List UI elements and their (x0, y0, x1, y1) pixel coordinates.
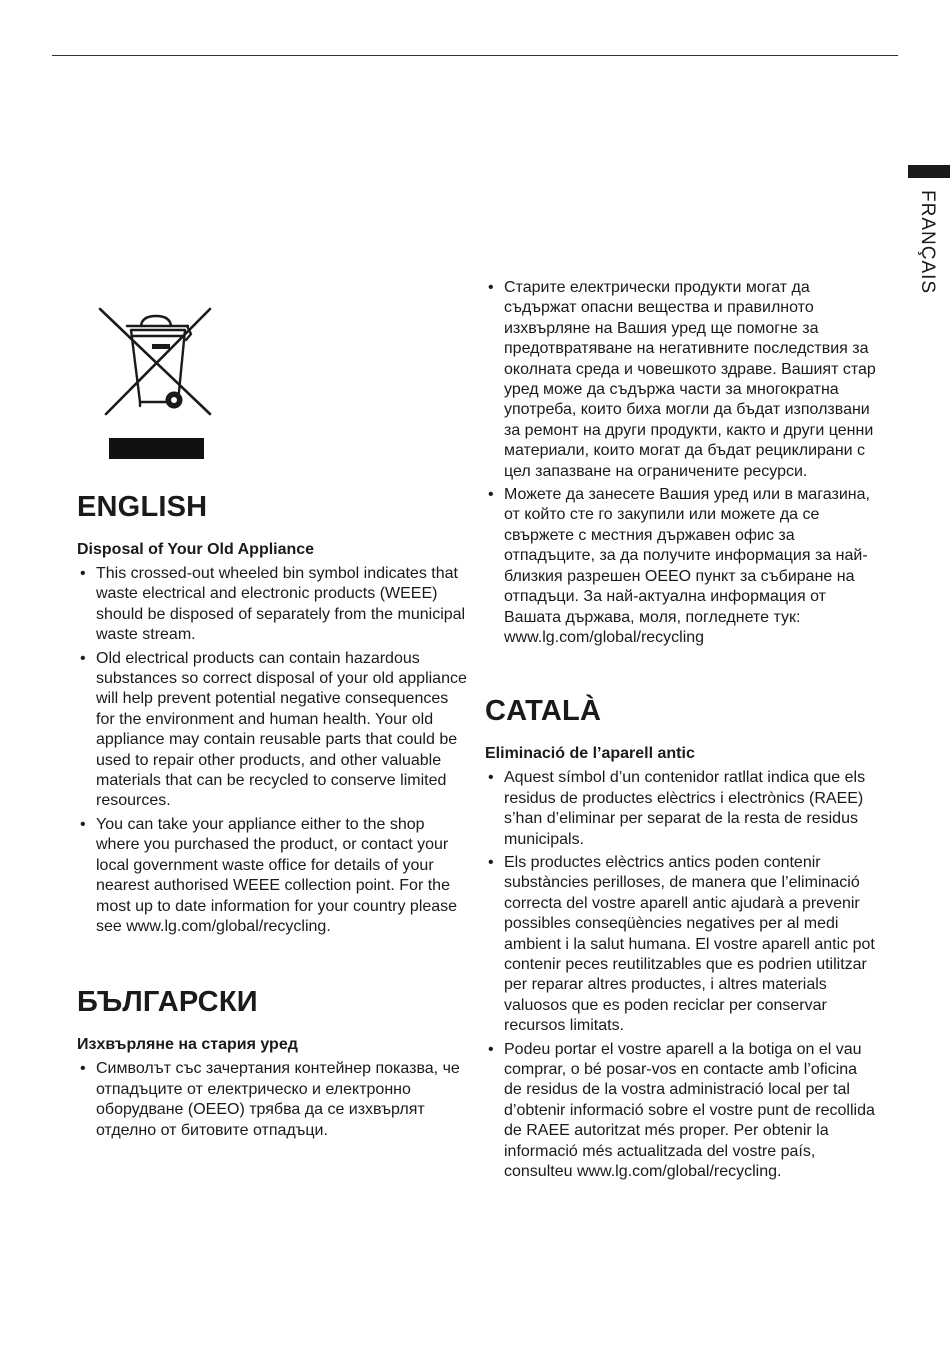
section-english (77, 490, 477, 937)
language-tab-marker (908, 165, 950, 178)
list-item: • Символът със зачертания контейнер показва, че отпадъците от електрическо и електронно оборудване (ОЕЕО) трябва да се изхвърлят отделно от битовите отпадъци. (77, 1059, 468, 1141)
english-title: ENGLISH (77, 491, 208, 523)
catalan-title: CATALÀ (485, 695, 602, 728)
list-item: • Els productes elèctrics antics poden contenir substàncies perilloses, de manera que l’eliminació correcta del vostre aparell antic ajudarà a prevenir possibles conseqüències negatives per al medi ambient i la salut humana. El vostre aparell antic pot contenir peces reutilitzables que es podrien utilitzar per reparar altres productes, i altres materials valuosos que es poden reciclar per conservar recursos limitats. (485, 853, 876, 1037)
weee-black-bar (109, 438, 204, 459)
catalan-subtitle: Eliminació de l’aparell antic (485, 745, 695, 763)
bulgarian-subtitle: Изхвърляне на стария уред (77, 1036, 298, 1054)
list-item: • This crossed-out wheeled bin symbol indicates that waste electrical and electronic products (WEEE) should be disposed of separately from the municipal waste stream. (77, 564, 468, 646)
bulgarian-title: БЪЛГАРСКИ (77, 986, 258, 1019)
list-item: • Старите електрически продукти могат да съдържат опасни вещества и правилното изхвърляне на Вашия уред ще помогне за предотвратяване на негативните последствия за околната среда и човешкото здраве. Вашият стар уред може да съдържа части за многократна употреба, които биха могли да бъдат използвани за ремонт на други продукти, както и други ценни материали, които могат да бъдат рециклирани с цел запазване на ограничените ресурси. (485, 278, 876, 482)
left-column (77, 490, 477, 1144)
list-item: • Aquest símbol d’un contenidor ratllat indica que els residus de productes elèctrics i electrònics (RAEE) s’han d’eliminar per separat de la resta de residus municipals. (485, 768, 876, 850)
english-bullets (77, 564, 477, 937)
top-rule (52, 55, 898, 56)
list-item: • Old electrical products can contain hazardous substances so correct disposal of your old appliance will help prevent potential negative consequences for the environment and human health. Your old appliance may contain reusable parts that could be used to repair other products, and other valuable materials that can be recycled to conserve limited resources. (77, 649, 468, 812)
list-item: • You can take your appliance either to the shop where you purchased the product, or contact your local government waste office for details of your nearest authorised WEEE collection point. For the most up to date information for your country please see www.lg.com/global/recycling. (77, 815, 468, 937)
section-bulgarian (77, 985, 477, 1141)
bulgarian-bullets-part1 (77, 1059, 477, 1141)
section-catalan (485, 694, 885, 1182)
bulgarian-bullets-part2 (485, 278, 885, 648)
side-language-label: FRANÇAIS (917, 190, 938, 295)
right-column (485, 278, 885, 1185)
catalan-bullets (485, 768, 885, 1182)
english-subtitle: Disposal of Your Old Appliance (77, 541, 315, 558)
list-item: • Можете да занесете Вашия уред или в магазина, от който сте го закупили или можете да се свържете с местния държавен офис за отпадъците, за да получите информация за най-близкия разрешен ОЕЕО пункт за събиране на отпадъци. За най-актуална информация от Вашата държава, моля, погледнете тук: www.lg.com/global/recycling (485, 485, 876, 648)
crossed-out-wheeled-bin-icon (96, 306, 216, 418)
list-item: • Podeu portar el vostre aparell a la botiga on el vau comprar, o bé posar-vos en contacte amb l’oficina de residus de la vostra administració local per tal d’obtenir informació sobre el vostre punt de recollida de RAEE autoritzat més proper. Per obtenir la informació més actualitzada del vostre país, consulteu www.lg.com/global/recycling. (485, 1040, 876, 1183)
